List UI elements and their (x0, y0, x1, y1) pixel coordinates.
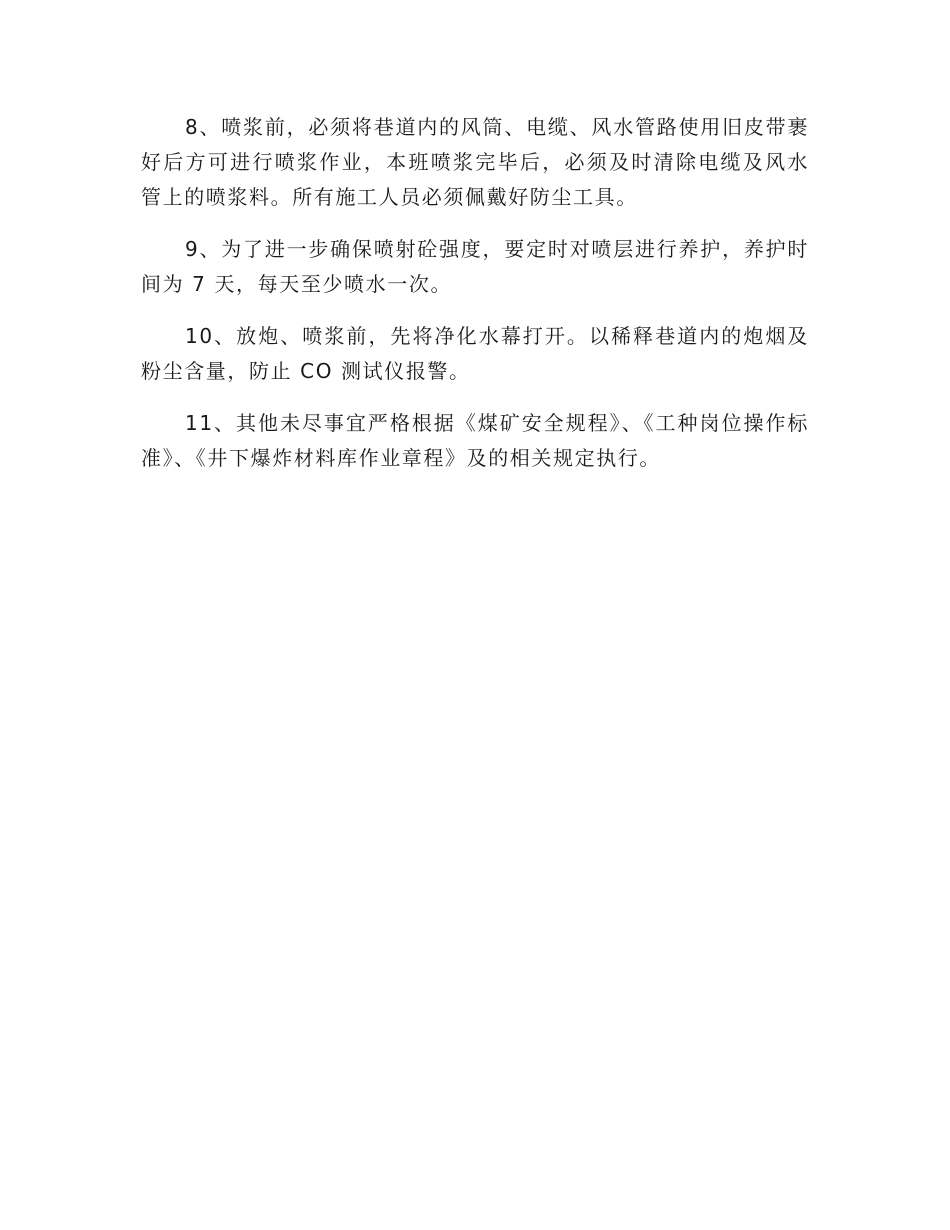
paragraph-item-9: 9、为了进一步确保喷射砼强度，要定时对喷层进行养护，养护时间为 7 天，每天至少喷水一次。 (141, 237, 809, 296)
paragraph-item-10: 10、放炮、喷浆前，先将净化水幕打开。以稀释巷道内的炮烟及粉尘含量，防止 CO 测试仪报警。 (141, 324, 809, 383)
paragraph-item-11: 11、其他未尽事宜严格根据《煤矿安全规程》、《工种岗位操作标准》、《井下爆炸材料库作业章程》及的相关规定执行。 (141, 411, 809, 470)
document-body (141, 110, 809, 493)
paragraph-item-8: 8、喷浆前，必须将巷道内的风筒、电缆、风水管路使用旧皮带裹好后方可进行喷浆作业，本班喷浆完毕后，必须及时清除电缆及风水管上的喷浆料。所有施工人员必须佩戴好防尘工具。 (141, 115, 809, 209)
